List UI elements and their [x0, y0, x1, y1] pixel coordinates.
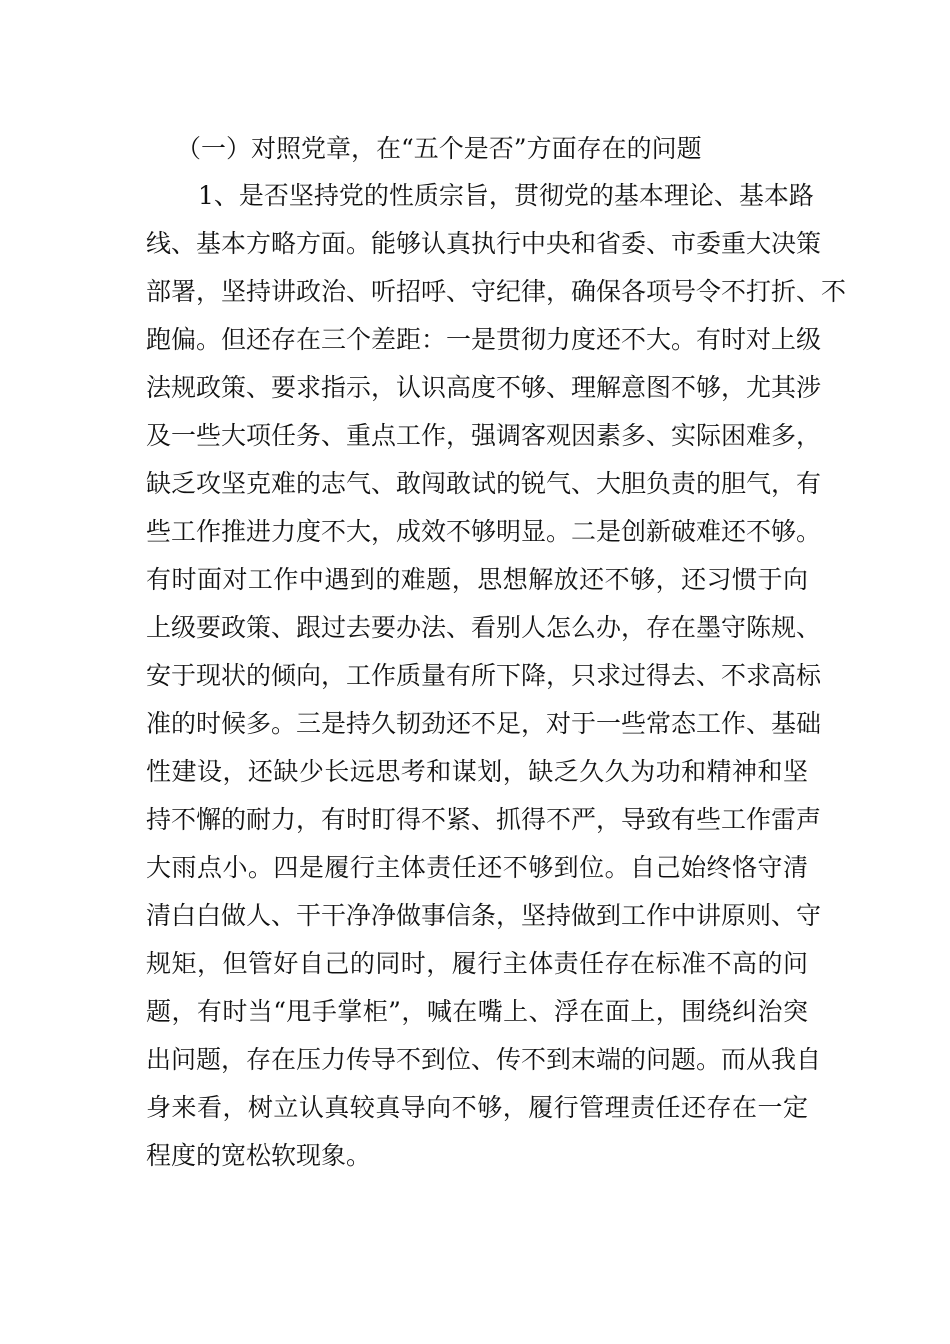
paragraph-line: 些工作推进力度不大，成效不够明显。二是创新破难还不够。	[146, 517, 822, 546]
paragraph-line: 程度的宽松软现象。	[146, 1141, 372, 1170]
paragraph-line: 规矩，但管好自己的同时，履行主体责任存在标准不高的问	[146, 949, 808, 978]
document-body	[146, 126, 847, 1180]
paragraph-line: 法规政策、要求指示，认识高度不够、理解意图不够，尤其涉	[146, 373, 822, 402]
paragraph-line: 上级要政策、跟过去要办法、看别人怎么办，存在墨守陈规、	[146, 613, 822, 642]
paragraph-line: 题，有时当“甩手掌柜”，喊在嘴上、浮在面上，围绕纠治突	[146, 997, 808, 1026]
paragraph-line: 清白白做人、干干净净做事信条，坚持做到工作中讲原则、守	[146, 901, 822, 930]
paragraph-line: 大雨点小。四是履行主体责任还不够到位。自己始终恪守清	[146, 853, 808, 882]
paragraph-line: 及一些大项任务、重点工作，强调客观因素多、实际困难多，	[146, 421, 822, 450]
paragraph-line: 1、是否坚持党的性质宗旨，贯彻党的基本理论、基本路	[198, 181, 814, 210]
paragraph-line: 有时面对工作中遇到的难题，思想解放还不够，还习惯于向	[146, 565, 808, 594]
paragraph-line: 安于现状的倾向，工作质量有所下降，只求过得去、不求高标	[146, 661, 822, 690]
paragraph-line: 跑偏。但还存在三个差距：一是贯彻力度还不大。有时对上级	[146, 325, 822, 354]
paragraph-line: 持不懈的耐力，有时盯得不紧、抓得不严，导致有些工作雷声	[146, 805, 822, 834]
paragraph-line: 出问题，存在压力传导不到位、传不到末端的问题。而从我自	[146, 1045, 822, 1074]
paragraph-line: 准的时候多。三是持久韧劲还不足，对于一些常态工作、基础	[146, 709, 822, 738]
section-heading: （一）对照党章，在“五个是否”方面存在的问题	[176, 134, 702, 163]
paragraph-line: 线、基本方略方面。能够认真执行中央和省委、市委重大决策	[146, 229, 822, 258]
paragraph-line: 性建设，还缺少长远思考和谋划，缺乏久久为功和精神和坚	[146, 757, 808, 786]
paragraph-line: 身来看，树立认真较真导向不够，履行管理责任还存在一定	[146, 1093, 808, 1122]
paragraph-line: 部署，坚持讲政治、听招呼、守纪律，确保各项号令不打折、不	[146, 277, 847, 306]
paragraph-line: 缺乏攻坚克难的志气、敢闯敢试的锐气、大胆负责的胆气，有	[146, 469, 822, 498]
